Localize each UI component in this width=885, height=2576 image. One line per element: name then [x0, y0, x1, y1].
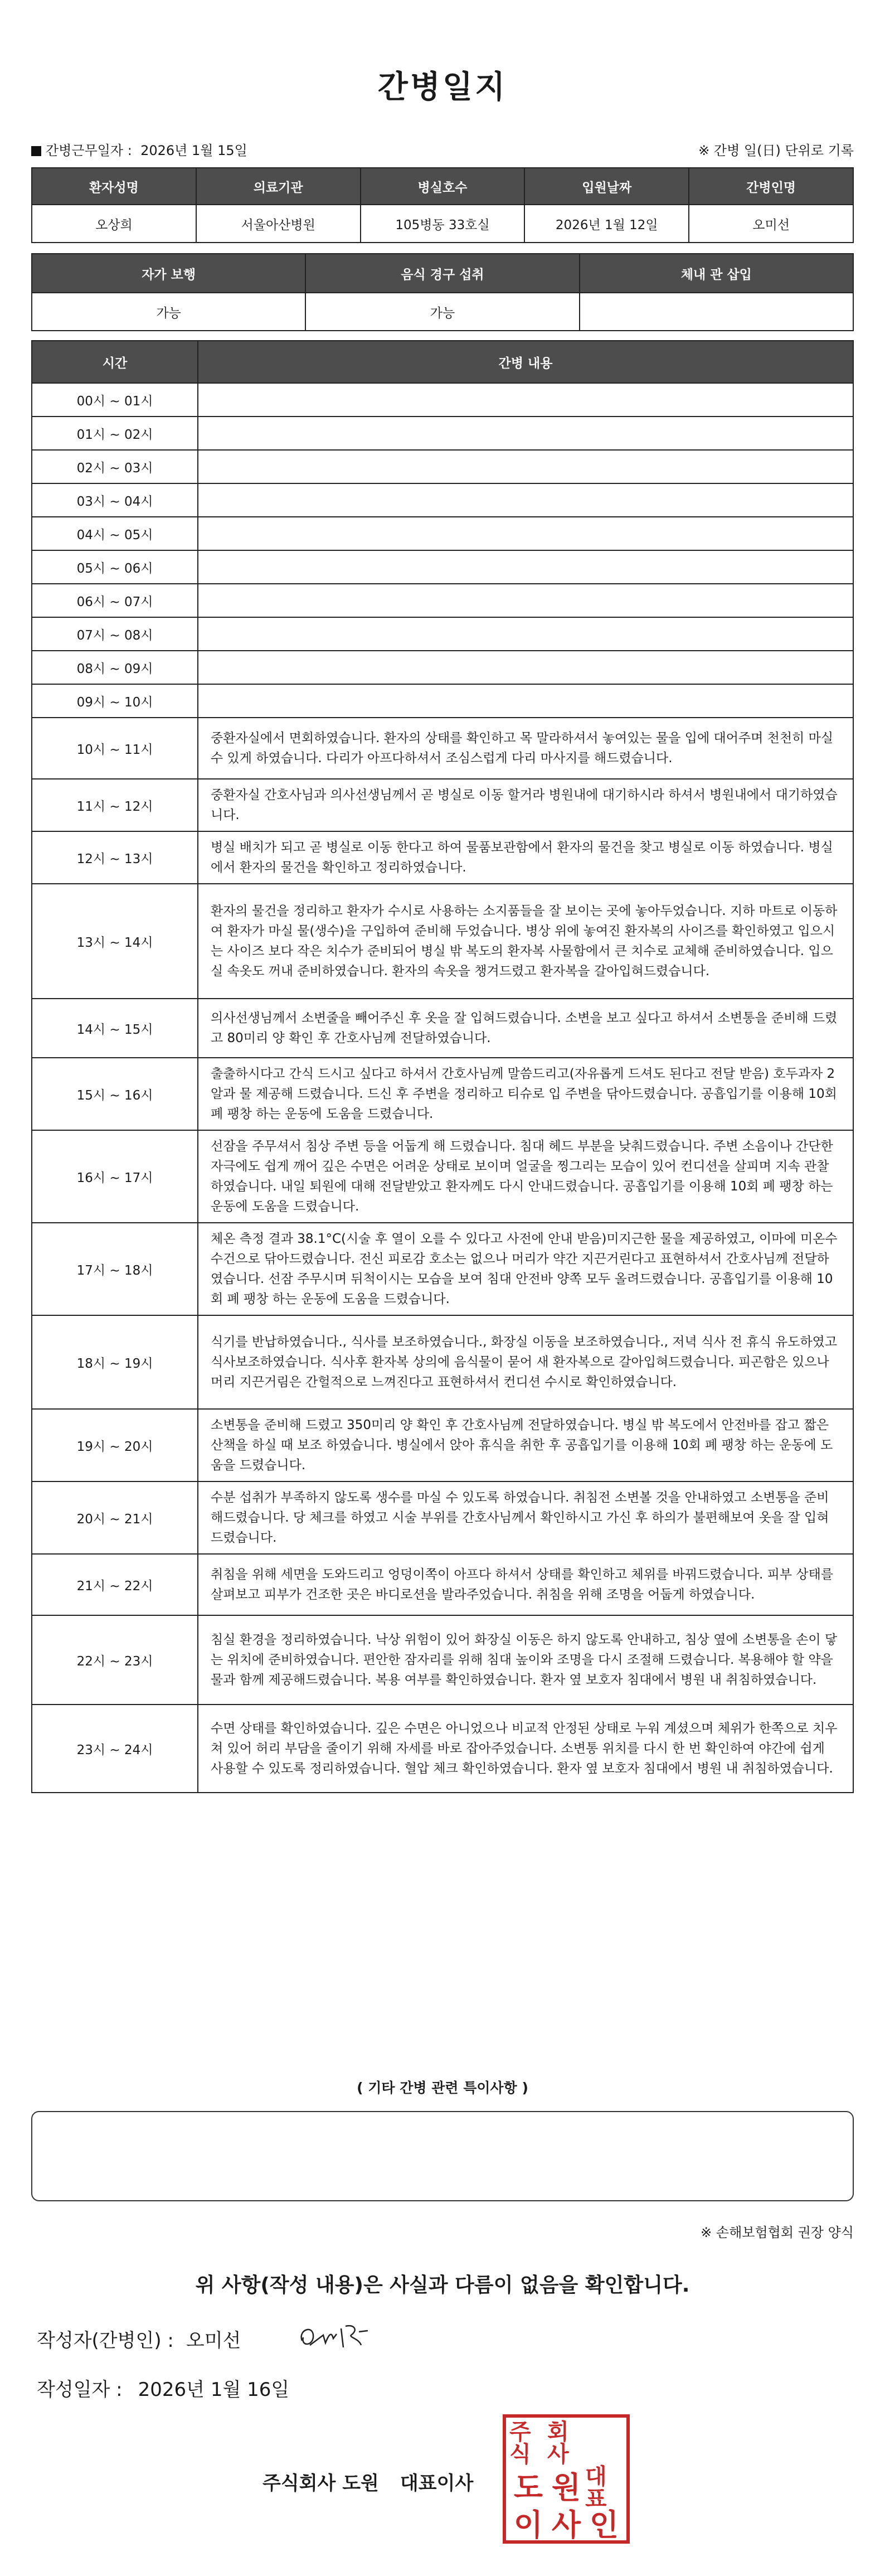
page-title: 간병일지	[377, 69, 508, 105]
care-log-content: 취침을 위해 세면을 도와드리고 엉덩이쪽이 아프다 하셔서 상태를 확인하고 체위를 바꿔드렸습니다. 피부 상태를 살펴보고 피부가 건조한 곳은 바디로션을 발라주었습니다. 취침을 위해 조명을 어둡게 하였습니다.	[198, 1554, 853, 1615]
time-column-header: 시간	[32, 341, 198, 383]
care-log-time: 00시 ~ 01시	[32, 383, 198, 417]
care-log-time: 14시 ~ 15시	[32, 999, 198, 1058]
care-log-time: 09시 ~ 10시	[32, 684, 198, 718]
care-log-content: 중환자실에서 면회하였습니다. 환자의 상태를 확인하고 목 말라하셔서 놓여있는 물을 입에 대어주며 천천히 마실 수 있게 하였습니다. 다리가 아프다하셔서 조심스럽게 다리 마사지를 해드렸습니다.	[198, 718, 853, 779]
care-log-row	[32, 1615, 853, 1705]
seal-character: 원	[551, 2470, 581, 2505]
seal-character: 대표	[585, 2464, 607, 2512]
care-log-row	[32, 1058, 853, 1130]
care-log-content: 의사선생님께서 소변줄을 빼어주신 후 옷을 잘 입혀드렸습니다. 소변을 보고 싶다고 하셔서 소변통을 준비해 드렸고 80미리 양 확인 후 간호사님께 전달하였습니다.	[198, 999, 853, 1058]
care-log-time: 07시 ~ 08시	[32, 617, 198, 651]
care-log-time: 15시 ~ 16시	[32, 1058, 198, 1130]
care-log-row	[32, 617, 853, 651]
tube-header: 체내 관 삽입	[580, 254, 853, 293]
care-log-content	[198, 483, 853, 517]
care-log-time: 06시 ~ 07시	[32, 584, 198, 617]
room-value: 105병동 33호실	[361, 205, 525, 243]
care-log-table	[31, 340, 854, 1793]
care-log-content: 식기를 반납하였습니다., 식사를 보조하였습니다., 화장실 이동을 보조하였습니다., 저녁 식사 전 휴식 유도하였고 식사보조하였습니다. 식사후 환자복 상의에 음식물이 묻어 새 환자복으로 갈아입혀드렸습니다. 피곤함은 있으나 머리 지끈거림은 간헐적으로 느껴진다고 표현하셔서 컨디션 수시로 확인하였습니다.	[198, 1315, 853, 1409]
care-log-row	[32, 417, 853, 450]
writer-name: 오미선	[186, 2330, 241, 2352]
care-log-content: 환자의 물건을 정리하고 환자가 수시로 사용하는 소지품들을 잘 보이는 곳에 놓아두었습니다. 지하 마트로 이동하여 환자가 마실 물(생수)을 구입하여 준비해 두었습니다. 병상 위에 놓여진 환자복의 사이즈를 확인하였고 입으시는 사이즈 보다 작은 치수가 준비되어 병실 밖 복도의 환자복 사물함에서 큰 치수로 교체해 준비하였습니다. 입으실 속옷도 꺼내 준비하였습니다. 환자의 속옷을 챙겨드렸고 환자복을 갈아입혀드렸습니다.	[198, 884, 853, 999]
care-log-row	[32, 1223, 853, 1315]
care-log-content	[198, 383, 853, 417]
care-log-row	[32, 550, 853, 584]
patient-status-table	[31, 253, 854, 331]
handwritten-signature	[298, 2318, 376, 2352]
company-name: 주식회사 도원	[262, 2472, 379, 2495]
care-log-content: 소변통을 준비해 드렸고 350미리 양 확인 후 간호사님께 전달하였습니다. 병실 밖 복도에서 안전바를 잡고 짧은 산책을 하실 때 보조 하였습니다. 병실에서 앉아 휴식을 취한 후 공흡입기를 이용해 10회 폐 팽창 하는 운동에 도움을 드렸습니다.	[198, 1409, 853, 1481]
oral-intake-value: 가능	[305, 293, 579, 331]
care-log-content	[198, 684, 853, 718]
care-log-time: 17시 ~ 18시	[32, 1223, 198, 1315]
patient-info-table	[31, 167, 854, 243]
care-log-row	[32, 684, 853, 718]
patient-name-value: 오상희	[32, 205, 196, 243]
care-log-row	[32, 383, 853, 417]
oral-intake-header: 음식 경구 섭취	[305, 254, 579, 293]
unit-note: ※ 간병 일(日) 단위로 기록	[698, 143, 854, 158]
care-log-row	[32, 483, 853, 517]
care-log-content	[198, 617, 853, 651]
care-log-row	[32, 718, 853, 779]
care-log-time: 13시 ~ 14시	[32, 884, 198, 999]
care-log-time: 22시 ~ 23시	[32, 1615, 198, 1705]
patient-name-header: 환자성명	[32, 168, 196, 205]
care-log-content: 체온 측정 결과 38.1°C(시술 후 열이 오를 수 있다고 사전에 안내 받음)미지근한 물을 제공하였고, 이마에 미온수 수건으로 닦아드렸습니다. 전신 피로감 호소는 없으나 머리가 약간 지끈거린다고 표현하셔서 간호사님께 전달하였습니다. 선잠 주무시며 뒤척이시는 모습을 보여 침대 안전바 양쪽 모두 올려드렸습니다. 공흡입기를 이용해 10회 폐 팽창 하는 운동에 도움을 드렸습니다.	[198, 1223, 853, 1315]
write-date-label: 작성일자 :	[37, 2379, 123, 2401]
work-date-value: 2026년 1월 15일	[140, 143, 247, 158]
care-log-row	[32, 584, 853, 617]
writer-line	[37, 2325, 241, 2352]
care-log-time: 05시 ~ 06시	[32, 550, 198, 584]
write-date-line	[37, 2374, 289, 2401]
caregiver-value: 오미선	[689, 205, 853, 243]
special-notes-title: ( 기타 간병 관련 특이사항 )	[357, 2080, 528, 2096]
care-log-row	[32, 1130, 853, 1223]
care-log-time: 03시 ~ 04시	[32, 483, 198, 517]
seal-character	[585, 2421, 623, 2466]
write-date-value: 2026년 1월 16일	[138, 2379, 290, 2401]
care-log-content: 수면 상태를 확인하였습니다. 깊은 수면은 아니었으나 비교적 안정된 상태로 누워 계셨으며 체위가 한쪽으로 치우쳐 있어 허리 부담을 줄이기 위해 자세를 바로 잡아주었습니다. 소변통 위치를 다시 한 번 확인하여 야간에 쉽게 사용할 수 있도록 정리하였습니다. 혈압 체크 확인하였습니다. 환자 옆 보호자 침대에서 병원 내 취침하였습니다.	[198, 1705, 853, 1793]
care-log-row	[32, 1481, 853, 1554]
care-log-row	[32, 999, 853, 1058]
care-log-row	[32, 1315, 853, 1409]
admission-date-header: 입원날짜	[524, 168, 689, 205]
care-log-time: 23시 ~ 24시	[32, 1705, 198, 1793]
care-log-row	[32, 831, 853, 884]
care-log-time: 02시 ~ 03시	[32, 450, 198, 483]
care-log-time: 01시 ~ 02시	[32, 417, 198, 450]
square-bullet-icon	[31, 146, 41, 156]
care-log-time: 19시 ~ 20시	[32, 1409, 198, 1481]
care-log-time: 12시 ~ 13시	[32, 831, 198, 884]
special-notes-box	[31, 2111, 854, 2201]
writer-label: 작성자(간병인) :	[37, 2330, 174, 2352]
care-log-time: 20시 ~ 21시	[32, 1481, 198, 1554]
care-log-row	[32, 1554, 853, 1615]
care-log-content	[198, 450, 853, 483]
care-log-time: 10시 ~ 11시	[32, 718, 198, 779]
walking-header: 자가 보행	[32, 254, 305, 293]
care-log-content: 병실 배치가 되고 곧 병실로 이동 한다고 하여 물품보관함에서 환자의 물건을 찾고 병실로 이동 하였습니다. 병실에서 환자의 물건을 확인하고 정리하였습니다.	[198, 831, 853, 884]
seal-character: 이	[513, 2507, 543, 2543]
care-log-content	[198, 517, 853, 550]
care-log-row	[32, 779, 853, 831]
hospital-header: 의료기관	[196, 168, 361, 205]
care-log-time: 04시 ~ 05시	[32, 517, 198, 550]
walking-value: 가능	[32, 293, 305, 331]
care-log-time: 18시 ~ 19시	[32, 1315, 198, 1409]
caregiver-header: 간병인명	[689, 168, 853, 205]
care-log-row	[32, 651, 853, 684]
care-log-time: 16시 ~ 17시	[32, 1130, 198, 1223]
seal-character: 인	[589, 2507, 619, 2543]
company-title: 대표이사	[400, 2472, 474, 2495]
work-date-line	[31, 139, 247, 159]
seal-character: 도	[513, 2470, 543, 2505]
care-log-content	[198, 417, 853, 450]
admission-date-value: 2026년 1월 12일	[524, 205, 689, 243]
care-log-row	[32, 450, 853, 483]
care-log-content: 침실 환경을 정리하였습니다. 낙상 위험이 있어 화장실 이동은 하지 않도록 안내하고, 침상 옆에 소변통을 손이 닿는 위치에 준비하였습니다. 편안한 잠자리를 위해 침대 높이와 조명을 다시 조절해 드렸습니다. 복용해야 할 약을 물과 함께 제공해드렸습니다. 복용 여부를 확인하였습니다. 환자 옆 보호자 침대에서 병원 내 취침하였습니다.	[198, 1615, 853, 1705]
seal-characters	[509, 2419, 623, 2543]
care-log-content: 중환자실 간호사님과 의사선생님께서 곧 병실로 이동 할거라 병원내에 대기하시라 하셔서 병원내에서 대기하였습니다.	[198, 779, 853, 831]
company-seal-stamp	[503, 2414, 630, 2544]
confirmation-statement: 위 사항(작성 내용)은 사실과 다름이 없음을 확인합니다.	[195, 2274, 690, 2297]
care-log-content	[198, 584, 853, 617]
care-log-content: 출출하시다고 간식 드시고 싶다고 하셔서 간호사님께 말씀드리고(자유롭게 드셔도 된다고 전달 받음) 호두과자 2알과 물 제공해 드렸습니다. 드신 후 주변을 정리하고 티슈로 입 주변을 닦아드렸습니다. 공흡입기를 이용해 10회 폐 팽창 하는 운동에 도움을 드렸습니다.	[198, 1058, 853, 1130]
company-line	[262, 2468, 494, 2495]
care-log-time: 11시 ~ 12시	[32, 779, 198, 831]
seal-character: 사	[551, 2507, 581, 2543]
seal-character: 주식	[509, 2419, 531, 2467]
recommend-note: ※ 손해보험협회 권장 양식	[701, 2225, 854, 2240]
care-log-time: 21시 ~ 22시	[32, 1554, 198, 1615]
care-log-time: 08시 ~ 09시	[32, 651, 198, 684]
care-log-content	[198, 651, 853, 684]
room-header: 병실호수	[361, 168, 525, 205]
care-log-row	[32, 1409, 853, 1481]
care-log-row	[32, 884, 853, 999]
seal-character: 회사	[547, 2419, 569, 2467]
care-log-row	[32, 517, 853, 550]
tube-value	[580, 293, 853, 331]
hospital-value: 서울아산병원	[196, 205, 361, 243]
work-date-label: 간병근무일자 :	[46, 143, 132, 158]
content-column-header: 간병 내용	[198, 341, 853, 383]
care-log-content	[198, 550, 853, 584]
care-log-body	[32, 383, 853, 1793]
care-log-content: 수분 섭취가 부족하지 않도록 생수를 마실 수 있도록 하였습니다. 취침전 소변볼 것을 안내하였고 소변통을 준비해드렸습니다. 당 체크를 하였고 시술 부위를 간호사님께서 확인하시고 가신 후 하의가 불편해보여 옷을 잘 입혀드렸습니다.	[198, 1481, 853, 1554]
care-log-row	[32, 1705, 853, 1793]
care-log-content: 선잠을 주무셔서 침상 주변 등을 어둡게 해 드렸습니다. 침대 헤드 부분을 낮춰드렸습니다. 주변 소음이나 간단한 자극에도 쉽게 깨어 깊은 수면은 어려운 상태로 보이며 얼굴을 찡그리는 모습이 있어 컨디션을 살피며 지속 관찰하였습니다. 내일 퇴원에 대해 전달받았고 환자께도 다시 안내드렸습니다. 공흡입기를 이용해 10회 폐 팽창 하는 운동에 도움을 드렸습니다.	[198, 1130, 853, 1223]
